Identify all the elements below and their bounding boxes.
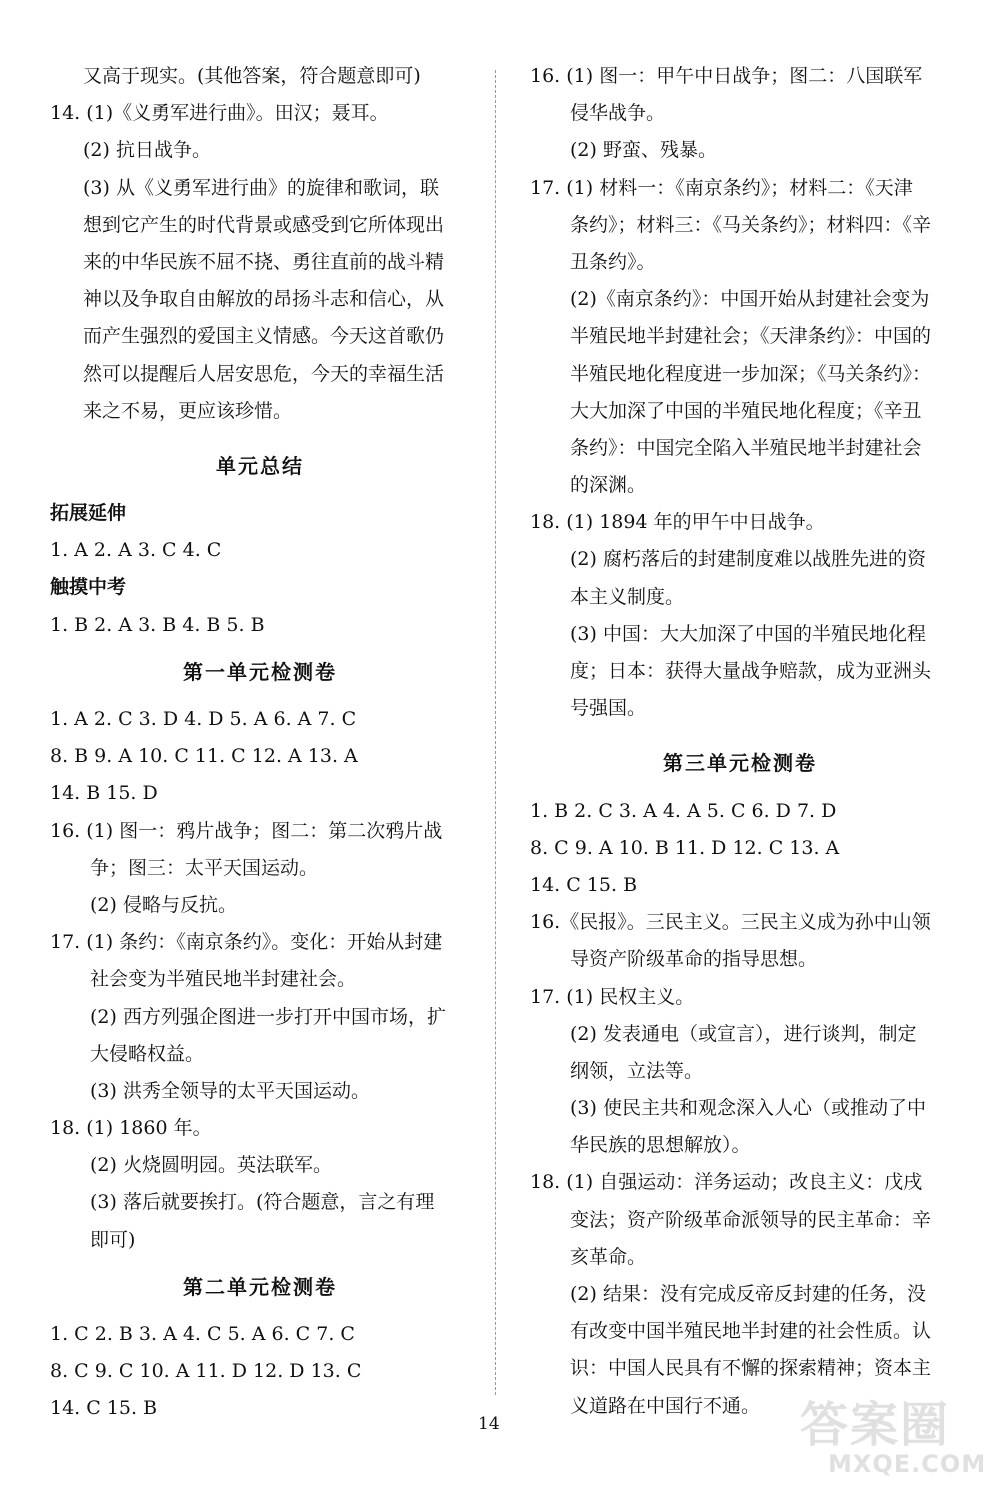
text-line: (2) 火烧圆明园。英法联军。 bbox=[90, 1154, 332, 1177]
text-line: (2) 结果：没有完成反帝反封建的任务，没 bbox=[570, 1283, 926, 1305]
text-line: 丑条约》。 bbox=[570, 250, 656, 273]
spacer bbox=[50, 1306, 470, 1316]
text-line: 本主义制度。 bbox=[570, 585, 685, 608]
text-line: (3) 中国：大大加深了中国的半殖民地化程 bbox=[570, 622, 926, 645]
column-divider bbox=[495, 70, 496, 1395]
text-line: 来之不易，更应该珍惜。 bbox=[83, 399, 293, 422]
text-line: 1. B 2. C 3. A 4. A 5. C 6. D 7. D bbox=[530, 799, 837, 822]
text-line: (2) 腐朽落后的封建制度难以战胜先进的资 bbox=[570, 548, 926, 571]
left-column bbox=[50, 58, 470, 1428]
text-line: (3) 使民主共和观念深入人心（或推动了中 bbox=[570, 1097, 926, 1120]
text-line: 半殖民地半封建社会；《天津条约》：中国的 bbox=[570, 325, 932, 348]
text-line: (3) 从《义勇军进行曲》的旋律和歌词，联 bbox=[83, 176, 439, 199]
text-line: 亥革命。 bbox=[570, 1245, 647, 1268]
text-line: 16.《民报》。三民主义。三民主义成为孙中山领 bbox=[530, 911, 931, 934]
page-number: 14 bbox=[478, 1414, 500, 1434]
section-heading: 第三单元检测卷 bbox=[663, 751, 817, 776]
text-line: (2) 侵略与反抗。 bbox=[90, 893, 237, 916]
text-line: 1. B 2. A 3. B 4. B 5. B bbox=[50, 613, 265, 636]
text-line: 18. (1) 1894 年的甲午中日战争。 bbox=[530, 511, 825, 534]
spacer bbox=[530, 727, 950, 745]
text-line: 条约》；材料三：《马关条约》；材料四：《辛 bbox=[570, 213, 932, 236]
watermark-logo bbox=[800, 1397, 990, 1482]
text-line: 有改变中国半殖民地半封建的社会性质。认 bbox=[570, 1320, 932, 1343]
text-line: 识：中国人民具有不懈的探索精神；资本主 bbox=[570, 1357, 932, 1380]
text-line: 17. (1) 民权主义。 bbox=[530, 985, 695, 1008]
text-line: 义道路在中国行不通。 bbox=[570, 1394, 761, 1417]
text-line: (2) 抗日战争。 bbox=[83, 139, 211, 162]
text-line: 大侵略权益。 bbox=[90, 1042, 205, 1065]
text-line: 1. A 2. C 3. D 4. D 5. A 6. A 7. C bbox=[50, 708, 357, 730]
text-line: 18. (1) 自强运动：洋务运动；改良主义：戊戌 bbox=[530, 1171, 923, 1194]
text-line: (2)《南京条约》：中国开始从封建社会变为 bbox=[570, 288, 930, 311]
spacer bbox=[50, 430, 470, 448]
text-line: (2) 发表通电（或宣言），进行谈判，制定 bbox=[570, 1022, 917, 1045]
text-line: (3) 洪秀全领导的太平天国运动。 bbox=[90, 1079, 370, 1102]
text-line: 半殖民地化程度进一步加深；《马关条约》： bbox=[570, 362, 932, 385]
spacer bbox=[50, 1259, 470, 1269]
text-line: 纲领，立法等。 bbox=[570, 1059, 704, 1082]
text-line: 然可以提醒后人居安思危，今天的幸福生活 bbox=[83, 362, 445, 385]
text-line: 变法；资产阶级革命派领导的民主革命：辛 bbox=[570, 1208, 932, 1231]
spacer bbox=[530, 783, 950, 793]
text-line: 即可) bbox=[90, 1228, 136, 1251]
text-line: 想到它产生的时代背景或感受到它所体现出 bbox=[83, 213, 445, 236]
text-line: 16. (1) 图一：鸦片战争；图二：第二次鸦片战 bbox=[50, 819, 443, 842]
text-line: 17. (1) 条约：《南京条约》。变化：开始从封建 bbox=[50, 931, 443, 954]
text-line: 大大加深了中国的半殖民地化程度；《辛丑 bbox=[570, 399, 922, 422]
text-line: 侵华战争。 bbox=[570, 102, 666, 125]
text-line: (2) 野蛮、残暴。 bbox=[570, 139, 717, 162]
section-heading: 单元总结 bbox=[216, 453, 304, 478]
section-heading: 第二单元检测卷 bbox=[183, 1274, 337, 1299]
text-line: 1. A 2. A 3. C 4. C bbox=[50, 539, 222, 562]
text-line: 14. C 15. B bbox=[50, 1397, 158, 1420]
text-line: 1. C 2. B 3. A 4. C 5. A 6. C 7. C bbox=[50, 1323, 355, 1345]
text-line: 17. (1) 材料一：《南京条约》；材料二：《天津 bbox=[530, 176, 913, 199]
text-line: 神以及争取自由解放的昂扬斗志和信心，从 bbox=[83, 288, 445, 311]
text-line: 条约》：中国完全陷入半殖民地半封建社会 bbox=[570, 436, 922, 459]
text-line: 14. (1)《义勇军进行曲》。田汉；聂耳。 bbox=[50, 102, 389, 125]
subsection-heading: 触摸中考 bbox=[50, 576, 127, 599]
watermark-mark: 答案圈 bbox=[800, 1397, 951, 1453]
text-line: 社会变为半殖民地半封建社会。 bbox=[90, 968, 357, 991]
section-heading: 第一单元检测卷 bbox=[183, 659, 337, 684]
text-line: 度；日本：获得大量战争赔款，成为亚洲头 bbox=[570, 660, 932, 682]
text-line: 18. (1) 1860 年。 bbox=[50, 1117, 212, 1140]
spacer bbox=[50, 485, 470, 495]
text-line: (2) 西方列强企图进一步打开中国市场，扩 bbox=[90, 1005, 446, 1028]
text-line: 8. C 9. A 10. B 11. D 12. C 13. A bbox=[530, 836, 840, 859]
text-line: 又高于现实。(其他答案，符合题意即可) bbox=[83, 65, 421, 87]
text-line: 16. (1) 图一：甲午中日战争；图二：八国联军 bbox=[530, 65, 923, 87]
text-line: 导资产阶级革命的指导思想。 bbox=[570, 948, 818, 971]
text-line: 华民族的思想解放）。 bbox=[570, 1134, 751, 1157]
text-line: 争；图三：太平天国运动。 bbox=[90, 856, 319, 879]
spacer bbox=[50, 691, 470, 701]
text-line: 号强国。 bbox=[570, 697, 647, 720]
text-line: 8. B 9. A 10. C 11. C 12. A 13. A bbox=[50, 745, 358, 768]
subsection-heading: 拓展延伸 bbox=[50, 502, 127, 525]
spacer bbox=[50, 644, 470, 654]
text-line: (3) 落后就要挨打。(符合题意，言之有理 bbox=[90, 1191, 435, 1214]
text-line: 而产生强烈的爱国主义情感。今天这首歌仍 bbox=[83, 325, 445, 348]
text-line: 14. B 15. D bbox=[50, 782, 158, 805]
right-column bbox=[530, 58, 950, 1425]
text-line: 的深渊。 bbox=[570, 474, 647, 497]
watermark-url: MXQE.COM bbox=[828, 1450, 987, 1478]
text-line: 14. C 15. B bbox=[530, 873, 638, 896]
text-line: 来的中华民族不屈不挠、勇往直前的战斗精 bbox=[83, 250, 445, 273]
text-line: 8. C 9. C 10. A 11. D 12. D 13. C bbox=[50, 1360, 362, 1383]
